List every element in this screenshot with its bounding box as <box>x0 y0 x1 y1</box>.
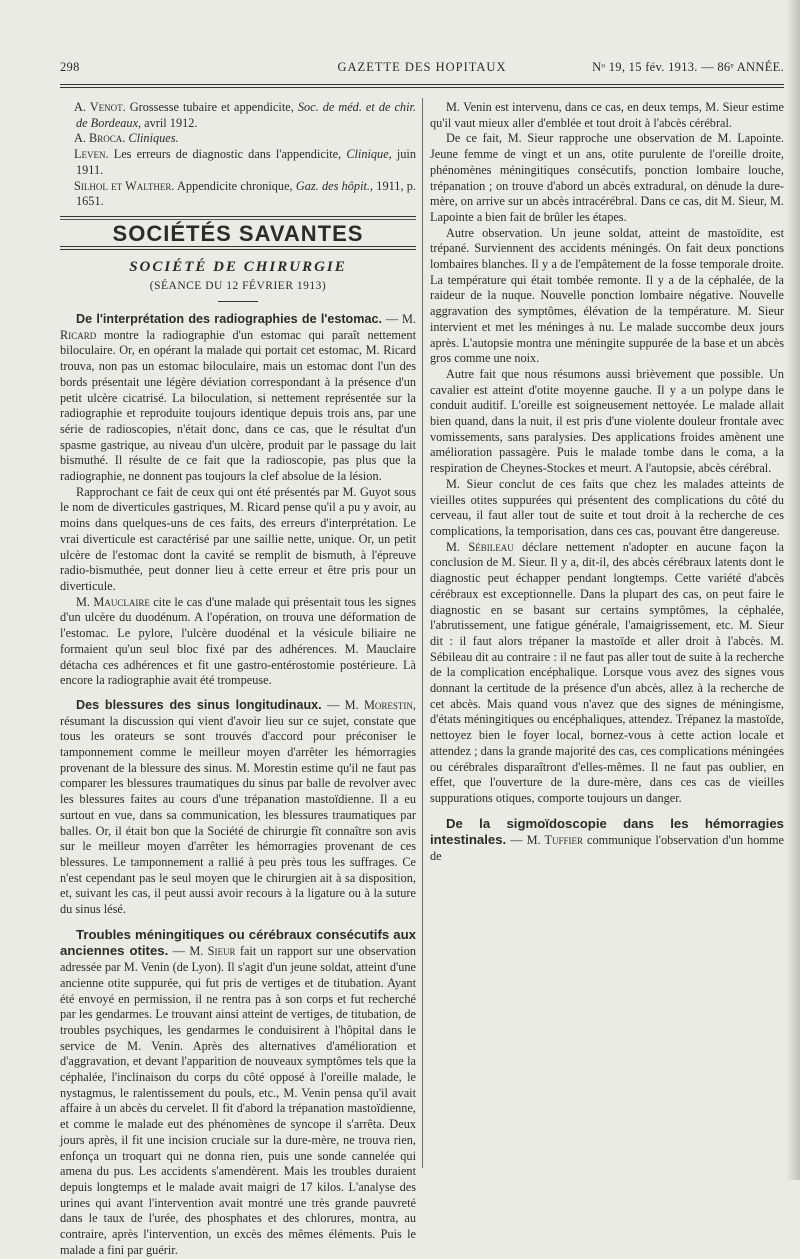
left-column <box>60 100 416 1259</box>
article-paragraph: M. Mauclaire cite le cas d'une malade qui présentait tous les signes d'un ulcère du duodénum. A l'opération, on trouva une déformation de l'estomac. Le pylore, l'ulcère duodénal et la vésicule biliaire ne formaient qu'un seul bloc fixé par des adhérences. M. Mauclaire détacha ces adhérences et fit une gastro-entérostomie postérieure. Là encore la radiographie avait été trompeuse. <box>60 594 417 688</box>
article-paragraph: M. Sébileau déclare nettement n'adopter en aucune façon la conclusion de M. Sieur. Il y a, dit-il, des abcès cérébraux latents dont le diagnostic peut échapper pendant longtemps. Cette variété d'abcès cérébraux est exceptionnelle. Dans la plupart des cas, on peut faire le diagnostic en se basant sur certains symptômes, la céphalée, l'abrutissement, une fatigue générale, l'amaigrissement, etc. M. Sieur dit : il faut alors trépaner la mastoïde et aller droit à l'abcès. M. Sébileau dit au contraire : il ne faut pas aller tout de suite à la recherche de la complication encéphalique. Lorsque vous avez des signes vous donnant la certitude de la présence d'un abcès, allez à la recherche de cet abcès. Mais quand vous n'avez que des signes de méningisme, d'états méningitiques ou encéphaliques, attendez. Trépanez la mastoïde, nettoyez bien le foyer local, bornez-vous à cette action locale et attendez ; dans la grande majorité des cas, ces complications méningées ou cérébrales disparaîtront d'elles-mêmes. Il ne faut pas oublier, en effet, que l'ouverture de la dure-mère, dans ces cas de vieilles suppurations otiques, comporte toujours un danger. <box>430 539 784 805</box>
article-title: Troubles méningitiques ou cérébraux consécutifs aux anciennes otites. <box>60 926 416 959</box>
article-paragraph: De l'interprétation des radiographies de l'estomac. — M. Ricard montre la radiographie d'un estomac qui paraît nettement biloculaire. Or, en opérant la malade qui portait cet estomac, M. Ricard trouva, non pas un estomac biloculaire, mais un estomac dont l'un des bords présentait une légère déviation correspondant à la présence d'un petit ulcère cicatrisé. La biloculation, si nettement représentée sur la radiographie et reproduite toujours identique depuis trois ans, par une série de radioscopies, n'était donc, dans ce cas, que le résultat d'un spasme gastrique, au niveau d'un ulcère, produit par le passage du lait bismuthé. Il résulte de ce fait que la radioscopie, pas plus que la radiographie, ne donnent pas toujours la clef absolue de la lésion. <box>60 312 416 484</box>
article-sinus <box>60 698 416 918</box>
author-name: M. Sébileau <box>446 539 514 554</box>
article-paragraph: De la sigmoïdoscopie dans les hémorragies intestinales. — M. Tuffier communique l'observation d'un homme de <box>430 815 784 864</box>
reference-item: A. Venot. Grossesse tubaire et appendicite, Soc. de méd. et de chir. de Bordeaux, avril 1912. <box>74 100 416 130</box>
article-paragraph: M. Venin est intervenu, dans ce cas, en deux temps, M. Sieur estime qu'il vaut mieux aller d'emblée et tout droit à l'abcès cérébral. <box>430 100 784 130</box>
article-paragraph: M. Sieur conclut de ces faits que chez les malades atteints de vieilles otites suppurées qui présentent des complications du côté du cerveau, il faut aller tout de suite et tout droit à la recherche de ces complications, la temporisation, dans ces cas, pouvant être dangereuse. <box>430 476 784 538</box>
section-title: SOCIÉTÉS SAVANTES <box>112 220 364 246</box>
article-paragraph: Troubles méningitiques ou cérébraux consécutifs aux anciennes otites. — M. Sieur fait un rapport sur une observation adressée par M. Venin (de Lyon). Il s'agit d'un jeune soldat, atteint d'une ancienne otite suppurée, qui fut pris de vertiges et de titubation. Ayant été envoyé en permission, il ne rentra pas à son corps et fut recherché par les gendarmes. Le trouvant ainsi atteint de vertiges, de titubation, de troubles psychiques, les gendarmes le conduisirent à l'hôpital dans le service de M. Venin. Après des alternatives d'amélioration et d'aggravation, et devant l'apparition de nouveaux symptômes tels que la céphalée, l'inclinaison du corps du côté opposé à l'oreille malade, le nystagmus, le ralentissement du pouls, etc., M. Venin pensa qu'il avait affaire à un abcès du cervelet. Il fit d'abord la trépanation mastoïdienne, et comme le malade eut des phénomènes de syncope il s'arrêta. Deux jours après, il fit une incision cruciale sur la dure-mère, ne trouva rien, enfonça un troquart qui ne donna rien, puis une sonde cannelée qui amena du pus. Les accidents s'amendèrent. Mais les troubles duraient depuis longtemps et le malade avait maigri de 17 kilos. L'analyse des urines qui avant l'intervention avait montré une très grande pauvreté dans le taux de l'urée, des phosphates et des chlorures, montra, au contraire, après l'intervention, un excès des mêmes éléments. Puis le malade a fini par guérir. <box>60 926 416 1257</box>
separator-rule <box>60 216 416 217</box>
article-paragraph: Autre observation. Un jeune soldat, atteint de mastoïdite, est trépané. Surviennent des accidents méningés. On fait deux ponctions lombaires blanches. Il y a de l'empâtement de la fosse temporale droite. La température qui était tombée remonte. Il y a de la céphalée, de la raideur de la nuque. Nouvelle ponction lombaire négative. Nouvelle aggravation des symptômes, élévation de la température. M. Sieur intervient et met les méninges à nu. Le malade succombe deux jours après. L'autopsie montra une méningite suppurée de la base et un abcès gros comme une noix. <box>430 225 784 366</box>
article-paragraph: Rapprochant ce fait de ceux qui ont été présentés par M. Guyot sous le nom de diverticules gastriques, M. Ricard pense qu'il a pu y avoir, au moins dans quelques-uns de ces faits, des erreurs d'interprétation. Le vrai diverticule est caractérisé par une saillie nette, unique. Or, un petit ulcère de l'estomac dont la cavité se remplit de bismuth, à l'épreuve radio-bismuthée, peut donner lieu à cette erreur et être pris pour un diverticule. <box>60 484 416 593</box>
article-title: Des blessures des sinus longitudinaux. <box>76 697 322 712</box>
header-rule <box>60 84 784 88</box>
column-divider <box>422 98 423 1168</box>
society-title: SOCIÉTÉ DE CHIRURGIE <box>129 258 347 275</box>
article-paragraph: Des blessures des sinus longitudinaux. — M. Morestin, résumant la discussion qui vient d'avoir lieu sur ce sujet, constate que tous les orateurs se sont trouvés d'accord pour préconiser le tamponnement comme le meilleur moyen d'arrêter les hémorragies provenant de la blessure des sinus. M. Morestin estime qu'il ne faut pas comparer les blessures traumatiques du sinus par balle de revolver avec les blessures faites au cours d'une trépanation mastoïdienne. Il a eu surtout en vue, dans sa communication, les blessures traumatiques par balles. Or, il était bon que la Société de chirurgie fît connaître son avis sur le meilleur moyen d'arrêter les hémorragies provenant de ces blessures. Le tamponnement a rallié à peu près tous les suffrages. Ce n'est cependant pas le seul moyen que le chirurgien ait à sa disposition, et, suivant les cas, il peut aussi avoir recours à la ligature ou à la suture du sinus lésé. <box>60 697 417 917</box>
article-title: De la sigmoïdoscopie dans les hémorragies intestinales. <box>430 815 784 848</box>
article-sigmoidoscopie <box>430 816 784 865</box>
article-title: De l'interprétation des radiographies de l'estomac. <box>76 312 382 327</box>
page-number: 298 <box>60 60 80 74</box>
article-radiographies <box>60 312 416 689</box>
reference-item: Leven. Les erreurs de diagnostic dans l'appendicite, Clinique, juin 1911. <box>74 147 416 177</box>
page-header <box>60 60 784 78</box>
author-name: M. Ricard <box>60 312 416 342</box>
article-paragraph: Autre fait que nous résumons aussi brièvement que possible. Un cavalier est atteint d'otite moyenne gauche. Il y a un polype dans le conduit auditif. L'oreille est soigneusement nettoyée. Le malade allait bien quand, dans la nuit, il est pris d'une violente douleur frontale avec vomissements, sans paralysies. Des applications froides amènent une amélioration passagère. Puis le malade tombe dans le coma, a la respiration de Cheynes-Stockes et meurt. A l'autopsie, abcès cérébral. <box>430 366 784 476</box>
author-name: M. Morestin, <box>344 697 417 712</box>
page-edge-shadow <box>786 0 800 1180</box>
article-otites <box>60 927 416 1259</box>
right-column <box>430 100 784 865</box>
short-rule <box>218 301 258 302</box>
reference-item: Silhol et Walther. Appendicite chronique, Gaz. des hôpit., 1911, p. 1651. <box>74 178 416 209</box>
author-name: M. Tuffier <box>526 833 583 848</box>
session-date: (SÉANCE DU 12 FÉVRIER 1913) <box>149 280 327 293</box>
author-name: M. Sieur <box>189 944 236 959</box>
separator-rule <box>60 219 416 220</box>
section-rule <box>60 246 416 250</box>
journal-title: GAZETTE DES HOPITAUX <box>337 60 507 74</box>
issue-info: Nᵒ 19, 15 fév. 1913. — 86ᵉ ANNÉE. <box>592 60 784 74</box>
reference-list <box>60 100 416 210</box>
reference-item: A. Broca. Cliniques. <box>74 131 179 146</box>
article-paragraph: De ce fait, M. Sieur rapproche une observation de M. Lapointe. Jeune femme de vingt et un ans, otite purulente de l'oreille droite, phénomènes méningitiques consécutifs, ponction lombaire louche, trépanation ; on trouve d'abord un abcès extradural, on dénude la dure-mère, on arrive sur un abcès intracérébral. Dans ce cas, dit M. Sieur, M. Lapointe a bien fait de brûler les étapes. <box>430 131 784 224</box>
author-name: M. Mauclaire <box>76 594 150 609</box>
